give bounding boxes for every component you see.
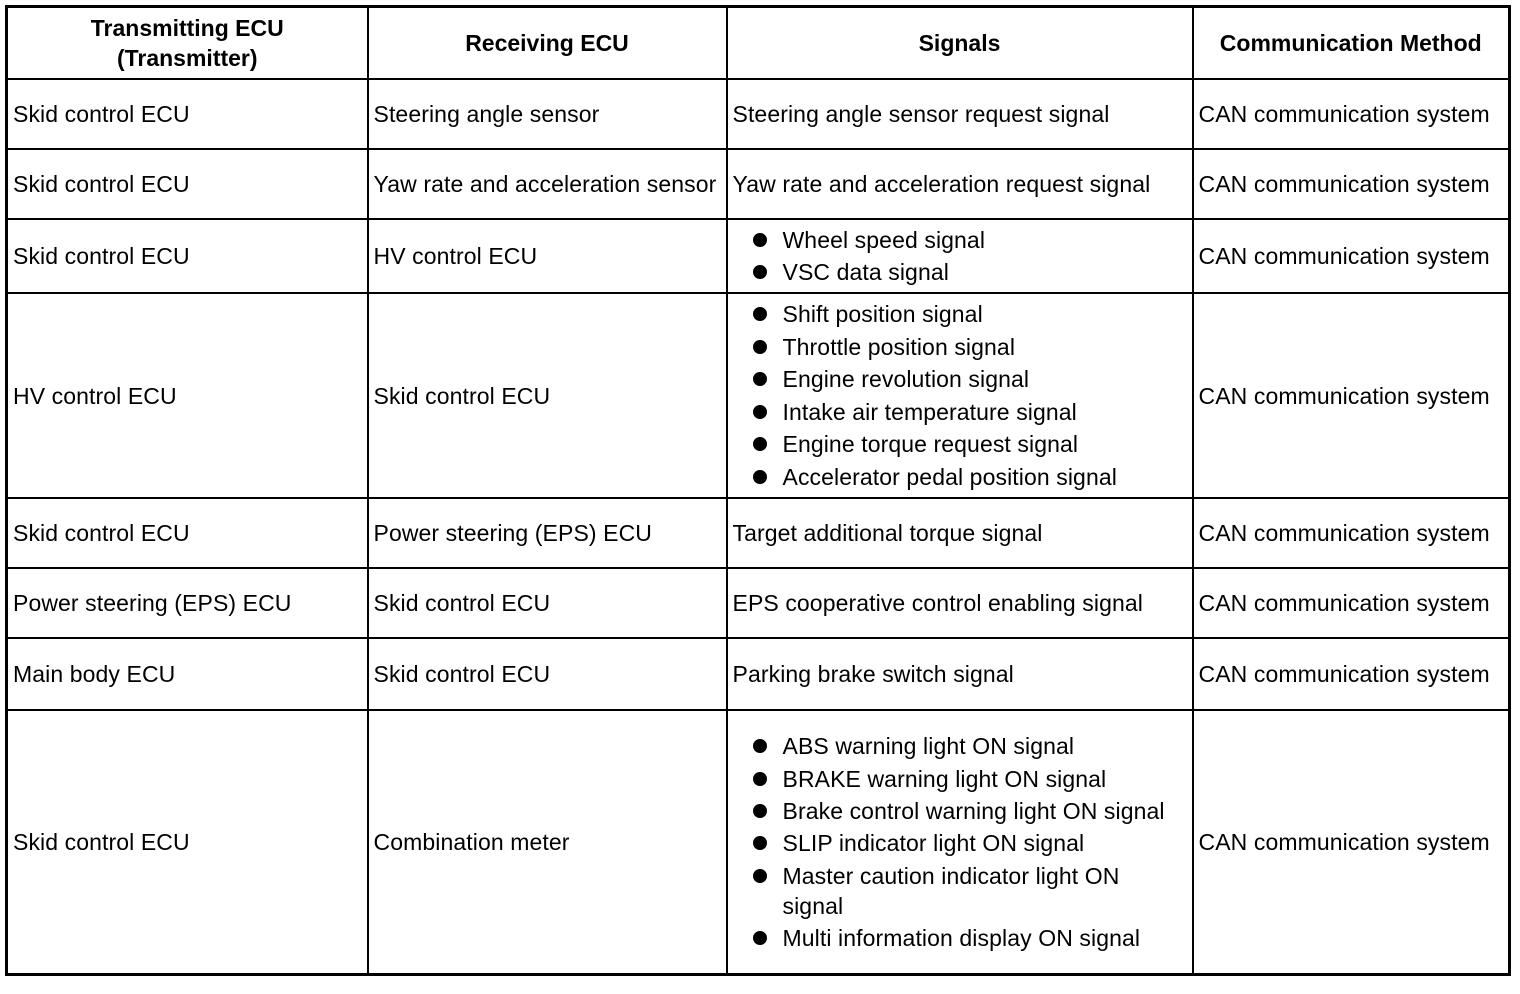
- signal-list: [733, 298, 1187, 493]
- cell-method: CAN communication system: [1193, 498, 1510, 568]
- cell-receiving: Yaw rate and acceleration sensor: [368, 149, 727, 219]
- cell-transmitting: Power steering (EPS) ECU: [7, 568, 368, 638]
- cell-signals: [727, 293, 1193, 498]
- cell-signal: Steering angle sensor request signal: [727, 79, 1193, 149]
- table-header-row: [7, 7, 1510, 80]
- header-receiving-ecu: Receiving ECU: [368, 7, 727, 80]
- table-row: [7, 219, 1510, 293]
- cell-receiving: Skid control ECU: [368, 568, 727, 638]
- list-item: Master caution indicator light ON signal: [733, 860, 1187, 922]
- cell-signals: [727, 219, 1193, 293]
- header-transmitting-line1: Transmitting ECU: [90, 15, 284, 41]
- cell-transmitting: Main body ECU: [7, 638, 368, 710]
- signal-list: [733, 224, 1187, 289]
- table-row: [7, 149, 1510, 219]
- cell-receiving: Steering angle sensor: [368, 79, 727, 149]
- cell-transmitting: Skid control ECU: [7, 149, 368, 219]
- cell-receiving: Skid control ECU: [368, 293, 727, 498]
- list-item: Wheel speed signal: [733, 224, 1187, 257]
- list-item: Multi information display ON signal: [733, 922, 1187, 955]
- cell-signal: Yaw rate and acceleration request signal: [727, 149, 1193, 219]
- cell-method: CAN communication system: [1193, 638, 1510, 710]
- cell-method: CAN communication system: [1193, 293, 1510, 498]
- cell-receiving: Power steering (EPS) ECU: [368, 498, 727, 568]
- list-item: VSC data signal: [733, 256, 1187, 289]
- table-row: [7, 710, 1510, 975]
- cell-transmitting: Skid control ECU: [7, 79, 368, 149]
- list-item: Shift position signal: [733, 298, 1187, 331]
- ecu-communication-table: [5, 5, 1511, 976]
- list-item: Accelerator pedal position signal: [733, 461, 1187, 494]
- table-row: [7, 293, 1510, 498]
- cell-signals: [727, 710, 1193, 975]
- cell-transmitting: Skid control ECU: [7, 498, 368, 568]
- cell-method: CAN communication system: [1193, 219, 1510, 293]
- header-communication-method: Communication Method: [1193, 7, 1510, 80]
- header-signals: Signals: [727, 7, 1193, 80]
- cell-transmitting: HV control ECU: [7, 293, 368, 498]
- cell-receiving: Combination meter: [368, 710, 727, 975]
- cell-method: CAN communication system: [1193, 79, 1510, 149]
- cell-transmitting: Skid control ECU: [7, 710, 368, 975]
- cell-receiving: HV control ECU: [368, 219, 727, 293]
- table-row: [7, 638, 1510, 710]
- list-item: Brake control warning light ON signal: [733, 795, 1187, 827]
- cell-signal: Parking brake switch signal: [727, 638, 1193, 710]
- header-transmitting-line2: (Transmitter): [116, 45, 258, 71]
- cell-method: CAN communication system: [1193, 710, 1510, 975]
- list-item: Engine revolution signal: [733, 363, 1187, 396]
- cell-method: CAN communication system: [1193, 149, 1510, 219]
- list-item: SLIP indicator light ON signal: [733, 827, 1187, 860]
- cell-signal: EPS cooperative control enabling signal: [727, 568, 1193, 638]
- header-transmitting-ecu: [7, 7, 368, 80]
- list-item: Throttle position signal: [733, 331, 1187, 364]
- cell-receiving: Skid control ECU: [368, 638, 727, 710]
- cell-signal: Target additional torque signal: [727, 498, 1193, 568]
- cell-method: CAN communication system: [1193, 568, 1510, 638]
- table-row: [7, 79, 1510, 149]
- list-item: ABS warning light ON signal: [733, 730, 1187, 763]
- signal-list: [733, 730, 1187, 954]
- list-item: Engine torque request signal: [733, 428, 1187, 461]
- table-row: [7, 568, 1510, 638]
- table-row: [7, 498, 1510, 568]
- list-item: BRAKE warning light ON signal: [733, 763, 1187, 796]
- cell-transmitting: Skid control ECU: [7, 219, 368, 293]
- list-item: Intake air temperature signal: [733, 396, 1187, 429]
